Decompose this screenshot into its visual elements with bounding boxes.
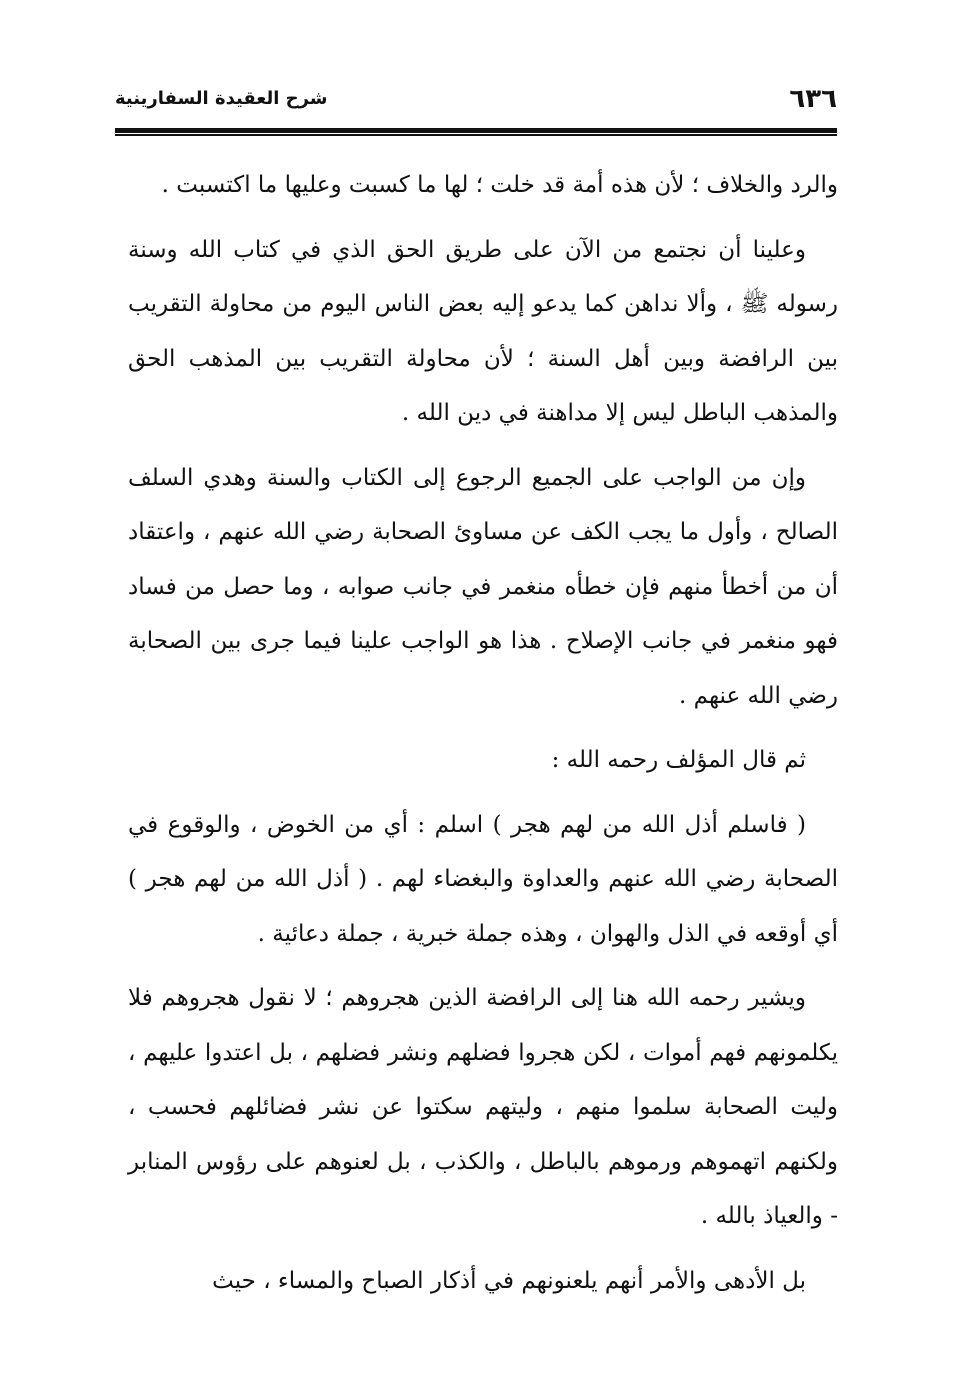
paragraph: والرد والخلاف ؛ لأن هذه أمة قد خلت ؛ لها ما كسبت وعليها ما اكتسبت . xyxy=(161,172,838,198)
running-title: شرح العقيدة السفارينية xyxy=(115,88,328,109)
paragraph: وإن من الواجب على الجميع الرجوع إلى الكتاب والسنة وهدي السلف الصالح ، وأول ما يجب الكف عن مساوئ الصحابة رضي الله عنهم ، واعتقاد أن من أخطأ منهم فإن خطأه منغمر في جانب صوابه ، وما حصل من فساد فهو منغمر في جانب الإصلاح . هذا هو الواجب علينا فيما جرى بين الصحابة رضي الله عنهم . xyxy=(128,464,838,709)
header-divider xyxy=(115,128,837,136)
page-number: ٦٣٦ xyxy=(789,84,837,114)
page-body xyxy=(128,158,838,1318)
paragraph: ويشير رحمه الله هنا إلى الرافضة الذين هجروهم ؛ لا نقول هجروهم فلا يكلمونهم فهم أموات ، لكن هجروا فضلهم ونشر فضلهم ، بل اعتدوا عليهم ، وليت الصحابة سلموا منهم ، وليتهم سكتوا عن نشر فضائلهم فحسب ، ولكنهم اتهموهم ورموهم بالباطل ، والكذب ، بل لعنوهم على رؤوس المنابر - والعياذ بالله . xyxy=(128,985,838,1229)
paragraph: وعلينا أن نجتمع من الآن على طريق الحق الذي في كتاب الله وسنة رسوله ﷺ ، وألا نداهن كما يدعو إليه بعض الناس اليوم من محاولة التقريب بين الرافضة وبين أهل السنة ؛ لأن محاولة التقريب بين المذهب الحق والمذهب الباطل ليس إلا مداهنة في دين الله . xyxy=(128,236,838,426)
paragraph: ثم قال المؤلف رحمه الله : xyxy=(551,747,806,773)
paragraph: بل الأدهى والأمر أنهم يلعنونهم في أذكار الصباح والمساء ، حيث xyxy=(212,1267,806,1294)
page-header xyxy=(115,84,837,128)
paragraph: ( فاسلم أذل الله من لهم هجر ) اسلم : أي من الخوض ، والوقوع في الصحابة رضي الله عنهم والعداوة والبغضاء لهم . ( أذل الله من لهم هجر ) أي أوقعه في الذل والهوان ، وهذه جملة خبرية ، جملة دعائية . xyxy=(128,811,838,947)
